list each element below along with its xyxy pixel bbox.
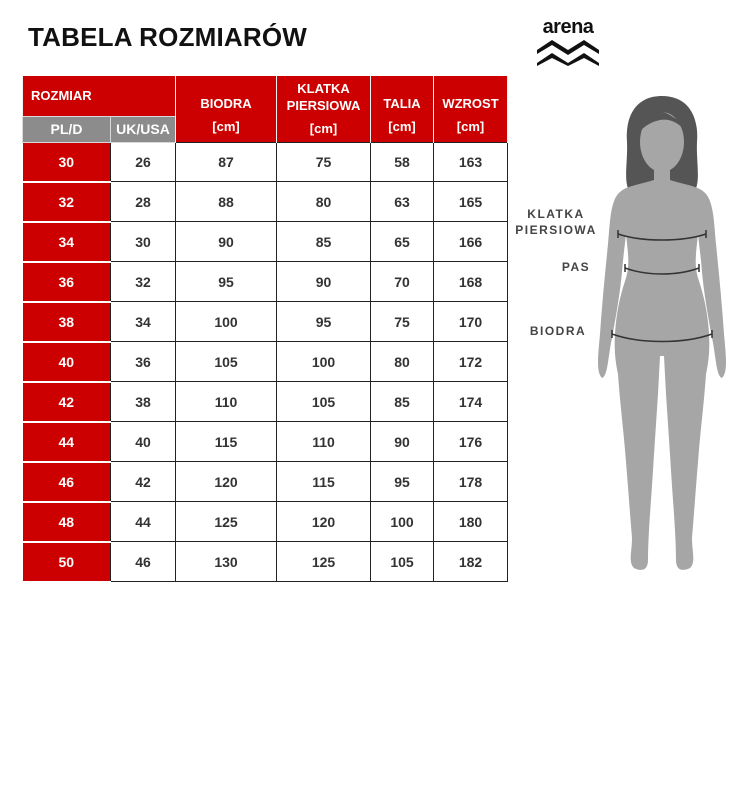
table-cell-wzrost: 166 [434,222,508,262]
table-cell-pl: 38 [23,302,111,342]
table-cell-wzrost: 178 [434,462,508,502]
header-biodra-unit: [cm] [212,118,240,134]
table-cell-uk: 40 [111,422,176,462]
header-biodra-label: BIODRA [200,95,252,111]
table-cell-pl: 30 [23,142,111,182]
table-cell-biodra: 90 [176,222,277,262]
table-cell-talia: 85 [371,382,434,422]
header-talia [371,76,434,142]
header-pl-d: PL/D [23,116,111,142]
header-uk-usa: UK/USA [111,116,176,142]
table-cell-klatka: 85 [277,222,371,262]
table-cell-biodra: 95 [176,262,277,302]
header-wzrost-unit: [cm] [456,118,485,134]
table-cell-biodra: 87 [176,142,277,182]
table-cell-uk: 26 [111,142,176,182]
table-cell-uk: 42 [111,462,176,502]
table-cell-wzrost: 172 [434,342,508,382]
table-cell-biodra: 125 [176,502,277,542]
table-cell-klatka: 90 [277,262,371,302]
table-row [23,142,508,182]
table-cell-biodra: 88 [176,182,277,222]
waist-label: PAS [561,260,591,274]
table-cell-wzrost: 165 [434,182,508,222]
table-row [23,182,508,222]
header-rozmiar: ROZMIAR [23,76,176,116]
table-cell-klatka: 110 [277,422,371,462]
header-wzrost-label: WZROST [442,95,499,111]
page-title: TABELA ROZMIARÓW [28,22,308,52]
table-cell-klatka: 80 [277,182,371,222]
table-cell-wzrost: 180 [434,502,508,542]
table-cell-wzrost: 174 [434,382,508,422]
table-cell-wzrost: 170 [434,302,508,342]
hips-label: BIODRA [529,324,587,338]
table-cell-talia: 105 [371,542,434,582]
table-cell-pl: 50 [23,542,111,582]
table-cell-klatka: 120 [277,502,371,542]
table-cell-uk: 28 [111,182,176,222]
table-cell-klatka: 75 [277,142,371,182]
table-cell-pl: 46 [23,462,111,502]
chest-label [512,206,600,238]
table-cell-wzrost: 163 [434,142,508,182]
body-figure [592,94,732,599]
table-cell-wzrost: 182 [434,542,508,582]
table-cell-pl: 36 [23,262,111,302]
header-wzrost [434,76,508,142]
table-row [23,502,508,542]
table-cell-talia: 90 [371,422,434,462]
table-cell-klatka: 105 [277,382,371,422]
header-biodra [176,76,277,142]
header-talia-label: TALIA [383,95,421,111]
table-cell-pl: 34 [23,222,111,262]
size-table [22,76,508,583]
table-row [23,302,508,342]
header-klatka-unit: [cm] [309,121,338,137]
table-cell-biodra: 130 [176,542,277,582]
table-cell-uk: 32 [111,262,176,302]
table-cell-uk: 38 [111,382,176,422]
table-cell-talia: 80 [371,342,434,382]
table-cell-uk: 36 [111,342,176,382]
table-cell-uk: 34 [111,302,176,342]
table-cell-uk: 44 [111,502,176,542]
table-cell-uk: 30 [111,222,176,262]
table-cell-talia: 100 [371,502,434,542]
size-table-body [23,142,508,582]
table-cell-biodra: 120 [176,462,277,502]
table-cell-talia: 75 [371,302,434,342]
table-cell-pl: 42 [23,382,111,422]
table-cell-pl: 40 [23,342,111,382]
table-cell-wzrost: 168 [434,262,508,302]
header-klatka-label-2: PIERSIOWA [286,98,361,114]
table-cell-uk: 46 [111,542,176,582]
table-row [23,422,508,462]
table-cell-klatka: 95 [277,302,371,342]
table-cell-pl: 48 [23,502,111,542]
table-cell-talia: 70 [371,262,434,302]
table-cell-biodra: 105 [176,342,277,382]
header-klatka [277,76,371,142]
chest-label-1: KLATKA [527,207,585,221]
table-cell-talia: 65 [371,222,434,262]
table-row [23,342,508,382]
header-klatka-label-1: KLATKA [297,81,350,97]
table-cell-talia: 95 [371,462,434,502]
header-talia-unit: [cm] [388,118,416,134]
table-cell-wzrost: 176 [434,422,508,462]
table-cell-biodra: 110 [176,382,277,422]
table-cell-talia: 63 [371,182,434,222]
table-row [23,462,508,502]
table-cell-klatka: 125 [277,542,371,582]
table-row [23,222,508,262]
table-cell-biodra: 115 [176,422,277,462]
chest-label-2: PIERSIOWA [515,223,597,237]
table-row [23,542,508,582]
table-cell-biodra: 100 [176,302,277,342]
brand-wordmark: arena [542,16,594,38]
brand-logo [533,16,603,68]
table-cell-talia: 58 [371,142,434,182]
table-row [23,262,508,302]
table-cell-pl: 32 [23,182,111,222]
table-cell-klatka: 100 [277,342,371,382]
female-silhouette-icon [592,94,732,594]
table-row [23,382,508,422]
arena-wave-icon [535,38,601,66]
table-cell-klatka: 115 [277,462,371,502]
table-cell-pl: 44 [23,422,111,462]
